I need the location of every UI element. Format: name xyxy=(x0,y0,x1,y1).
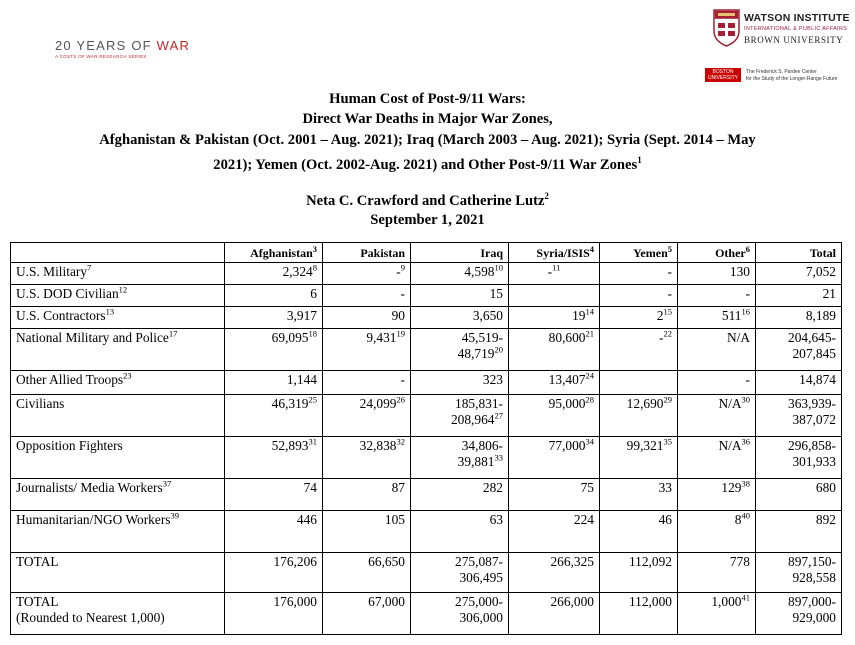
table-cell xyxy=(323,329,411,371)
table-cell xyxy=(509,593,600,635)
cell-value: 897,000- xyxy=(788,594,836,609)
table-cell xyxy=(509,263,600,285)
authors-names: Neta C. Crawford and Catherine Lutz$^2$ xyxy=(306,191,549,209)
table-cell xyxy=(756,263,842,285)
table-cell xyxy=(225,329,323,371)
table-cell xyxy=(678,329,756,371)
footnote-marker: 20 xyxy=(494,344,503,355)
table-cell xyxy=(678,437,756,479)
column-header-label: Syria/ISIS xyxy=(536,245,590,260)
table-cell xyxy=(509,329,600,371)
row-label-text: Humanitarian/NGO Workers xyxy=(16,512,171,527)
cell-value: - xyxy=(659,330,664,345)
column-header xyxy=(11,243,225,263)
table-cell xyxy=(678,285,756,307)
table-cell xyxy=(756,593,842,635)
table-cell xyxy=(411,511,509,553)
cell-value-continued: 39,881 xyxy=(457,454,495,469)
cell-value-continued: 208,964 xyxy=(450,412,495,427)
heading-line: Afghanistan & Pakistan (Oct. 2001 – Aug. 2021); Iraq (March 2003 – Aug. 2021); Syria (Sept. 2014 – May xyxy=(99,131,756,148)
footnote-marker: 41 xyxy=(741,592,750,603)
footnote-marker: 38 xyxy=(741,478,750,489)
cell-value: - xyxy=(396,264,401,279)
footnote-marker: 18 xyxy=(308,328,317,339)
cell-value-continued: 929,000 xyxy=(792,610,836,625)
pardee-center-logo: The Frederick S. Pardee Center for the Study of the Longer-Range Future xyxy=(746,69,838,82)
table-cell xyxy=(678,553,756,593)
table-cell xyxy=(509,395,600,437)
table-cell xyxy=(411,593,509,635)
cell-value: 323 xyxy=(482,372,503,387)
table-cell xyxy=(225,285,323,307)
table-cell xyxy=(411,285,509,307)
cell-value: 52,893 xyxy=(271,438,309,453)
table-row xyxy=(11,593,842,635)
footnote-marker: 31 xyxy=(308,436,317,447)
cell-value: 112,092 xyxy=(628,554,672,569)
table-row xyxy=(11,553,842,593)
table-cell xyxy=(225,437,323,479)
table-cell xyxy=(756,395,842,437)
row-label-text: Civilians xyxy=(16,396,65,411)
watson-subname: INTERNATIONAL & PUBLIC AFFAIRS xyxy=(744,26,848,32)
row-label xyxy=(11,511,225,553)
cell-value: N/A xyxy=(718,438,742,453)
table-cell xyxy=(678,395,756,437)
war-deaths-table xyxy=(10,242,842,635)
row-label xyxy=(11,395,225,437)
table-cell xyxy=(411,329,509,371)
cell-value: 75 xyxy=(580,480,594,495)
column-header-label: Total xyxy=(809,245,836,260)
cell-value: 282 xyxy=(482,480,503,495)
footnote-marker: 7 xyxy=(87,262,92,273)
publication-date: September 1, 2021 xyxy=(370,211,485,228)
table-cell xyxy=(600,437,678,479)
footnote-marker: 9 xyxy=(400,262,405,273)
cell-value: 46 xyxy=(658,512,672,527)
heading-line: Direct War Deaths in Major War Zones, xyxy=(302,111,553,128)
footnote-marker: 22 xyxy=(663,328,672,339)
cell-value: 224 xyxy=(573,512,594,527)
cell-value: 90 xyxy=(391,308,405,323)
row-label-text: Opposition Fighters xyxy=(16,438,123,453)
table-cell xyxy=(509,371,600,395)
watson-institute-logo xyxy=(744,12,850,45)
footnote-marker: 23 xyxy=(123,370,132,381)
table-cell xyxy=(600,307,678,329)
cell-value: 19 xyxy=(572,308,586,323)
table-cell xyxy=(323,553,411,593)
footnote-marker: 39 xyxy=(170,510,179,521)
cell-value: 176,206 xyxy=(273,554,317,569)
cell-value-continued: 207,845 xyxy=(792,346,836,361)
table-row xyxy=(11,371,842,395)
cell-value: 6 xyxy=(310,286,317,301)
footnote-marker: 27 xyxy=(494,410,503,421)
cell-value: 7,052 xyxy=(805,264,836,279)
table-cell xyxy=(600,479,678,511)
cell-value: 363,939- xyxy=(788,396,836,411)
table-cell xyxy=(600,371,678,395)
cell-value-continued: 301,933 xyxy=(792,454,836,469)
cell-value: 511 xyxy=(721,308,742,323)
table-cell xyxy=(323,511,411,553)
document-heading xyxy=(20,89,835,175)
cell-value: 275,000- xyxy=(455,594,503,609)
row-label-text: TOTAL xyxy=(16,554,59,569)
cell-value: 2 xyxy=(656,308,664,323)
cell-value: 32,838 xyxy=(359,438,397,453)
footnote-marker: 15 xyxy=(663,306,672,317)
cell-value-continued: 306,495 xyxy=(459,570,503,585)
footnote-marker: 35 xyxy=(663,436,672,447)
table-cell xyxy=(756,437,842,479)
cell-value: 266,325 xyxy=(550,554,594,569)
table-cell xyxy=(756,307,842,329)
column-header-label: Pakistan xyxy=(360,245,405,260)
logo-subtitle: A COSTS OF WAR RESEARCH SERIES xyxy=(55,54,147,59)
brown-university: BROWN UNIVERSITY xyxy=(744,35,844,45)
cell-value: 892 xyxy=(815,512,836,527)
cell-value: 99,321 xyxy=(626,438,664,453)
footnote-marker: 28 xyxy=(585,394,594,405)
cell-value: 112,000 xyxy=(628,594,672,609)
cell-value: 3,650 xyxy=(472,308,503,323)
table-cell xyxy=(756,371,842,395)
column-header-label: Afghanistan xyxy=(250,245,313,260)
cell-value: 45,519- xyxy=(461,330,503,345)
column-header xyxy=(323,243,411,263)
column-header-label: Iraq xyxy=(480,245,503,260)
row-label xyxy=(11,437,225,479)
cell-value: - xyxy=(667,264,672,279)
cell-value: N/A xyxy=(718,396,742,411)
cell-value: N/A xyxy=(726,330,750,345)
table-cell xyxy=(756,553,842,593)
table-cell xyxy=(509,285,600,307)
footnote-marker: 21 xyxy=(585,328,594,339)
table-cell xyxy=(756,511,842,553)
table-cell xyxy=(411,437,509,479)
table-cell xyxy=(509,511,600,553)
cell-value: 34,806- xyxy=(461,438,503,453)
column-header xyxy=(509,243,600,263)
twenty-years-of-war-logo xyxy=(55,38,190,59)
row-label xyxy=(11,263,225,285)
column-header-label: Yemen xyxy=(633,245,668,260)
table-cell xyxy=(225,371,323,395)
row-label-text: TOTAL xyxy=(16,594,59,609)
cell-value: 778 xyxy=(729,554,750,569)
cell-value: 46,319 xyxy=(271,396,309,411)
footnote-marker: 17 xyxy=(168,328,178,339)
cell-value: 63 xyxy=(489,512,503,527)
table-cell xyxy=(509,479,600,511)
row-label-text: U.S. Military xyxy=(16,264,88,279)
column-header xyxy=(756,243,842,263)
table-cell xyxy=(509,307,600,329)
cell-value: 66,650 xyxy=(368,554,405,569)
cell-value: 4,598 xyxy=(464,264,495,279)
cell-value: 95,000 xyxy=(548,396,586,411)
table-cell xyxy=(600,511,678,553)
column-header xyxy=(411,243,509,263)
cell-value: - xyxy=(745,286,750,301)
row-label xyxy=(11,371,225,395)
table-cell xyxy=(411,263,509,285)
footnote-marker: 16 xyxy=(741,306,750,317)
cell-value: 3,917 xyxy=(286,308,317,323)
cell-value: 9,431 xyxy=(366,330,397,345)
table-cell xyxy=(678,593,756,635)
cell-value: 87 xyxy=(391,480,405,495)
table-cell xyxy=(600,329,678,371)
table-row xyxy=(11,285,842,307)
cell-value: 176,000 xyxy=(273,594,317,609)
cell-value: 77,000 xyxy=(548,438,586,453)
table-cell xyxy=(600,593,678,635)
table-cell xyxy=(411,371,509,395)
column-header xyxy=(225,243,323,263)
table-cell xyxy=(411,395,509,437)
column-header xyxy=(678,243,756,263)
table-cell xyxy=(678,511,756,553)
row-label-text: U.S. Contractors xyxy=(16,308,106,323)
table-cell xyxy=(756,329,842,371)
footnote-marker: 32 xyxy=(396,436,405,447)
table-row xyxy=(11,307,842,329)
table-cell xyxy=(323,307,411,329)
column-header xyxy=(600,243,678,263)
row-label-text: Journalists/ Media Workers xyxy=(16,480,163,495)
cell-value: 185,831- xyxy=(455,396,503,411)
row-label-text: National Military and Police xyxy=(16,330,169,345)
footnote-marker: 6 xyxy=(745,243,750,254)
table-cell xyxy=(600,395,678,437)
cell-value: 24,099 xyxy=(359,396,397,411)
footnote-marker: 30 xyxy=(741,394,750,405)
table-cell xyxy=(756,479,842,511)
cell-value: 21 xyxy=(822,286,836,301)
row-label-text: U.S. DOD Civilian xyxy=(16,286,119,301)
footnote-marker: 36 xyxy=(741,436,750,447)
footnote-marker: 26 xyxy=(396,394,405,405)
cell-value: - xyxy=(400,372,405,387)
header-row xyxy=(11,243,842,263)
cell-value: 14,874 xyxy=(799,372,836,387)
authors-block xyxy=(20,187,835,230)
cell-value: - xyxy=(745,372,750,387)
cell-value: 130 xyxy=(729,264,750,279)
cell-value-continued: 306,000 xyxy=(459,610,503,625)
cell-value: - xyxy=(400,286,405,301)
cell-value: 275,087- xyxy=(455,554,503,569)
watson-name: WATSON INSTITUTE xyxy=(744,12,850,24)
footnote-marker: 33 xyxy=(494,452,503,463)
table-cell xyxy=(225,553,323,593)
cell-value: - xyxy=(547,264,553,279)
cell-value: 266,000 xyxy=(550,594,594,609)
row-label xyxy=(11,307,225,329)
cell-value: 1,000 xyxy=(711,594,742,609)
logo-title: 20 YEARS OF WAR xyxy=(55,38,191,53)
footnote-marker: 11 xyxy=(552,262,561,273)
cell-value: 2,324 xyxy=(282,264,313,279)
table-cell xyxy=(323,371,411,395)
cell-value: 33 xyxy=(658,480,672,495)
table-cell xyxy=(678,371,756,395)
cell-value-continued: 387,072 xyxy=(792,412,836,427)
cell-value-continued: 48,719 xyxy=(457,346,495,361)
footnote-marker: 14 xyxy=(585,306,594,317)
row-label-text: Other Allied Troops xyxy=(16,372,124,387)
table-cell xyxy=(225,307,323,329)
cell-value: 1,144 xyxy=(286,372,317,387)
cell-value: 12,690 xyxy=(626,396,664,411)
footnote-marker: 40 xyxy=(741,510,750,521)
footnote-marker: 10 xyxy=(494,262,503,273)
table-cell xyxy=(225,511,323,553)
table-cell xyxy=(756,285,842,307)
cell-value: 105 xyxy=(384,512,405,527)
footnote-marker: 37 xyxy=(162,478,172,489)
cell-value: 296,858- xyxy=(788,438,836,453)
brown-shield-icon xyxy=(713,9,740,47)
cell-value: 15 xyxy=(489,286,503,301)
footnote-marker: 29 xyxy=(663,394,672,405)
table-cell xyxy=(225,263,323,285)
table-cell xyxy=(225,479,323,511)
cell-value: 80,600 xyxy=(548,330,586,345)
row-label-subtext: (Rounded to Nearest 1,000) xyxy=(16,610,165,625)
table-cell xyxy=(225,593,323,635)
footnote-marker: 13 xyxy=(105,306,115,317)
table-cell xyxy=(678,307,756,329)
heading-line: Human Cost of Post-9/11 Wars: xyxy=(329,91,526,107)
table-cell xyxy=(411,553,509,593)
table-cell xyxy=(678,479,756,511)
footnote-marker: 25 xyxy=(308,394,317,405)
cell-value: 680 xyxy=(815,480,836,495)
table-cell xyxy=(323,395,411,437)
cell-value: 8,189 xyxy=(805,308,836,323)
footnote-marker: 4 xyxy=(589,243,594,254)
table-cell xyxy=(509,437,600,479)
table-cell xyxy=(323,593,411,635)
row-label xyxy=(11,285,225,307)
heading-line: 2021); Yemen (Oct. 2002-Aug. 2021) and Other Post-9/11 War Zones$^1$ xyxy=(213,154,642,173)
cell-value: 897,150- xyxy=(788,554,836,569)
footnote-marker: 3 xyxy=(312,243,317,254)
table-cell xyxy=(323,479,411,511)
footnote-marker: 12 xyxy=(118,284,128,295)
table-cell xyxy=(600,553,678,593)
table-row xyxy=(11,329,842,371)
cell-value-continued: 928,558 xyxy=(792,570,836,585)
table-row xyxy=(11,511,842,553)
row-label xyxy=(11,593,225,635)
column-header-label: Other xyxy=(715,245,746,260)
footnote-marker: 34 xyxy=(585,436,594,447)
table-cell xyxy=(411,307,509,329)
table-cell xyxy=(600,263,678,285)
table-row xyxy=(11,263,842,285)
cell-value: 67,000 xyxy=(368,594,405,609)
table-row xyxy=(11,479,842,511)
table-cell xyxy=(411,479,509,511)
row-label xyxy=(11,479,225,511)
footnote-marker: 24 xyxy=(585,370,594,381)
table-cell xyxy=(323,263,411,285)
cell-value: 204,645- xyxy=(788,330,836,345)
table-cell xyxy=(678,263,756,285)
footnote-marker: 5 xyxy=(667,243,672,254)
cell-value: 13,407 xyxy=(548,372,586,387)
cell-value: 74 xyxy=(303,480,317,495)
table-cell xyxy=(323,437,411,479)
cell-value: - xyxy=(667,286,672,301)
table-cell xyxy=(600,285,678,307)
table-row xyxy=(11,437,842,479)
cell-value: 446 xyxy=(296,512,317,527)
row-label xyxy=(11,329,225,371)
table-cell xyxy=(225,395,323,437)
footnote-marker: 2 xyxy=(544,191,549,201)
footnote-marker: 8 xyxy=(312,262,317,273)
table-cell xyxy=(323,285,411,307)
footnote-marker: 1 xyxy=(637,154,642,165)
cell-value: 8 xyxy=(734,512,742,527)
cell-value: 69,095 xyxy=(271,330,309,345)
cell-value: 129 xyxy=(721,480,742,495)
boston-university-badge: BOSTON UNIVERSITY xyxy=(705,68,741,82)
row-label xyxy=(11,553,225,593)
footnote-marker: 19 xyxy=(396,328,405,339)
table-row xyxy=(11,395,842,437)
table-cell xyxy=(509,553,600,593)
